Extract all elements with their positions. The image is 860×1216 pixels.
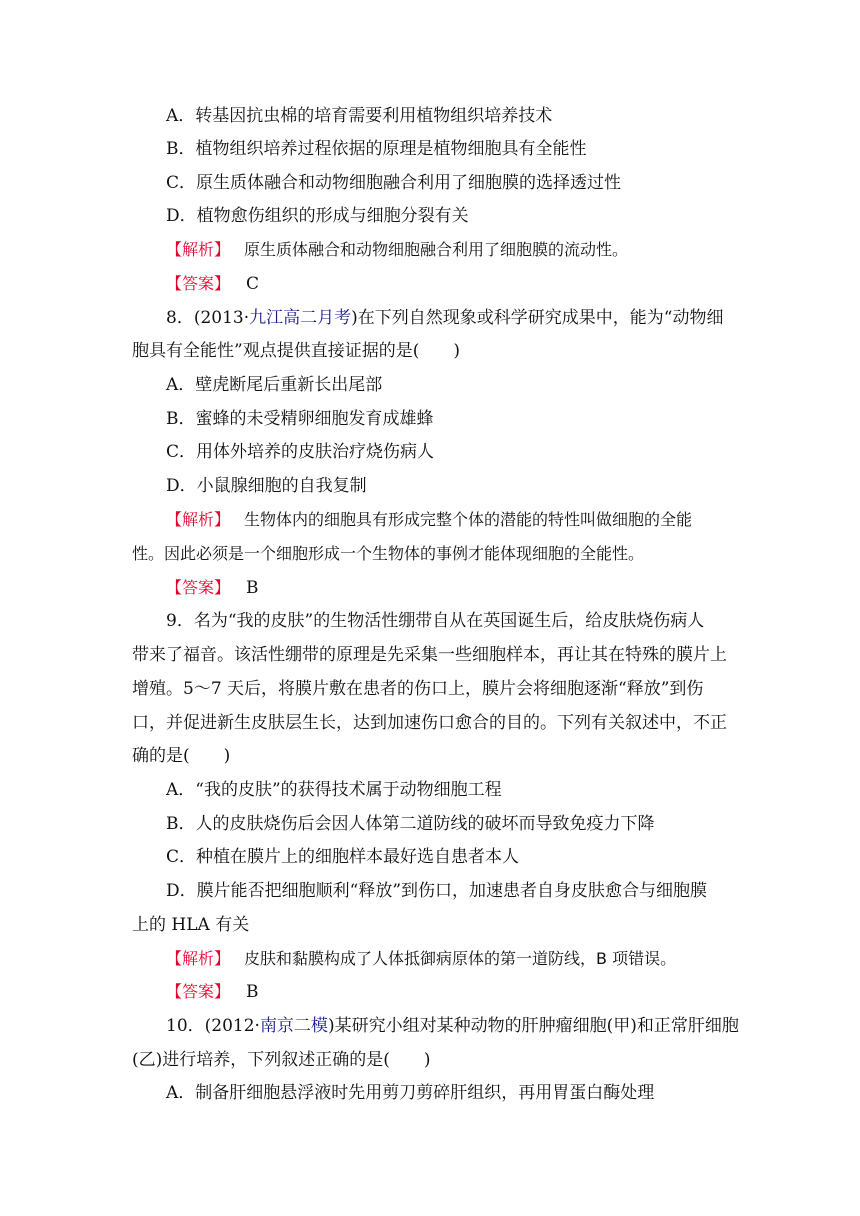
answer-tag: 【答案】 [166,578,231,597]
q10-stem-line-1 [166,1014,739,1038]
q9-answer-value: B [246,982,259,1002]
q10-stem-1: )某研究小组对某种动物的肝肿瘤细胞(甲)和正常肝细胞 [327,1016,739,1036]
q7-option-b: B．植物组织培养过程依据的原理是植物细胞具有全能性 [166,139,587,159]
q9-analysis-line [166,947,676,971]
q9-option-b: B．人的皮肤烧伤后会因人体第二道防线的破坏而导致免疫力下降 [166,814,655,834]
q9-option-c: C．种植在膜片上的细胞样本最好选自患者本人 [166,847,520,867]
q7-option-c: C．原生质体融合和动物细胞融合利用了细胞膜的选择透过性 [166,173,622,193]
q8-analysis-line-1 [166,508,692,532]
q8-answer-line [166,576,259,600]
q9-stem-line-4: 口，并促进新生皮肤层生长，达到加速伤口愈合的目的。下列有关叙述中，不正 [132,713,727,733]
q8-option-d: D．小鼠腺细胞的自我复制 [166,476,367,496]
q8-answer-value: B [246,578,259,598]
q9-stem-line-3: 增殖。5～7 天后，将膜片敷在患者的伤口上，膜片会将细胞逐渐“释放”到伤 [132,679,704,699]
q7-analysis-text: 原生质体融合和动物细胞融合利用了细胞膜的流动性。 [244,240,629,259]
q10-option-a: A．制备肝细胞悬浮液时先用剪刀剪碎肝组织，再用胃蛋白酶处理 [166,1083,655,1103]
q9-stem-line-5: 确的是( ) [132,746,231,766]
q8-stem-1: )在下列自然现象或科学研究成果中，能为“动物细 [351,308,724,328]
answer-tag: 【答案】 [166,274,231,293]
q8-stem-line-1 [166,306,723,330]
q7-option-a: A．转基因抗虫棉的培育需要利用植物组织培养技术 [166,106,553,126]
q8-prefix: 8．(2013· [166,308,250,328]
q9-analysis-text: 皮肤和黏膜构成了人体抵御病原体的第一道防线，B 项错误。 [244,949,677,968]
q9-option-d: D．膜片能否把细胞顺利“释放”到伤口，加速患者自身皮肤愈合与细胞膜 [166,881,708,901]
analysis-tag: 【解析】 [166,240,231,259]
q9-answer-line [166,980,259,1004]
analysis-tag: 【解析】 [166,510,231,529]
q8-option-c: C．用体外培养的皮肤治疗烧伤病人 [166,442,435,462]
q7-answer-line [166,272,259,296]
q10-prefix: 10．(2012· [166,1016,260,1036]
q8-stem-line-2: 胞具有全能性”观点提供直接证据的是( ) [132,341,460,361]
q10-stem-line-2: (乙)进行培养，下列叙述正确的是( ) [132,1050,431,1070]
q9-stem-line-2: 带来了福音。该活性绷带的原理是先采集一些细胞样本，再让其在特殊的膜片上 [132,645,727,665]
q8-source: 九江高二月考 [249,308,352,328]
q7-option-d: D．植物愈伤组织的形成与细胞分裂有关 [166,206,469,226]
q7-answer-value: C [246,274,260,294]
q9-option-a: A．“我的皮肤”的获得技术属于动物细胞工程 [166,780,502,800]
q8-option-b: B．蜜蜂的未受精卵细胞发育成雄蜂 [166,409,434,429]
analysis-tag: 【解析】 [166,949,231,968]
q8-option-a: A．壁虎断尾后重新长出尾部 [166,375,383,395]
q8-analysis-text-1: 生物体内的细胞具有形成完整个体的潜能的特性叫做细胞的全能 [244,510,693,529]
q9-stem-line-1: 9．名为“我的皮肤”的生物活性绷带自从在英国诞生后，给皮肤烧伤病人 [166,611,705,631]
answer-tag: 【答案】 [166,982,231,1001]
q7-analysis-line [166,238,628,262]
q9-option-d-continued: 上的 HLA 有关 [132,915,250,935]
q8-analysis-line-2: 性。因此必须是一个细胞形成一个生物体的事例才能体现细胞的全能性。 [132,544,645,563]
q10-source: 南京二模 [259,1016,328,1036]
